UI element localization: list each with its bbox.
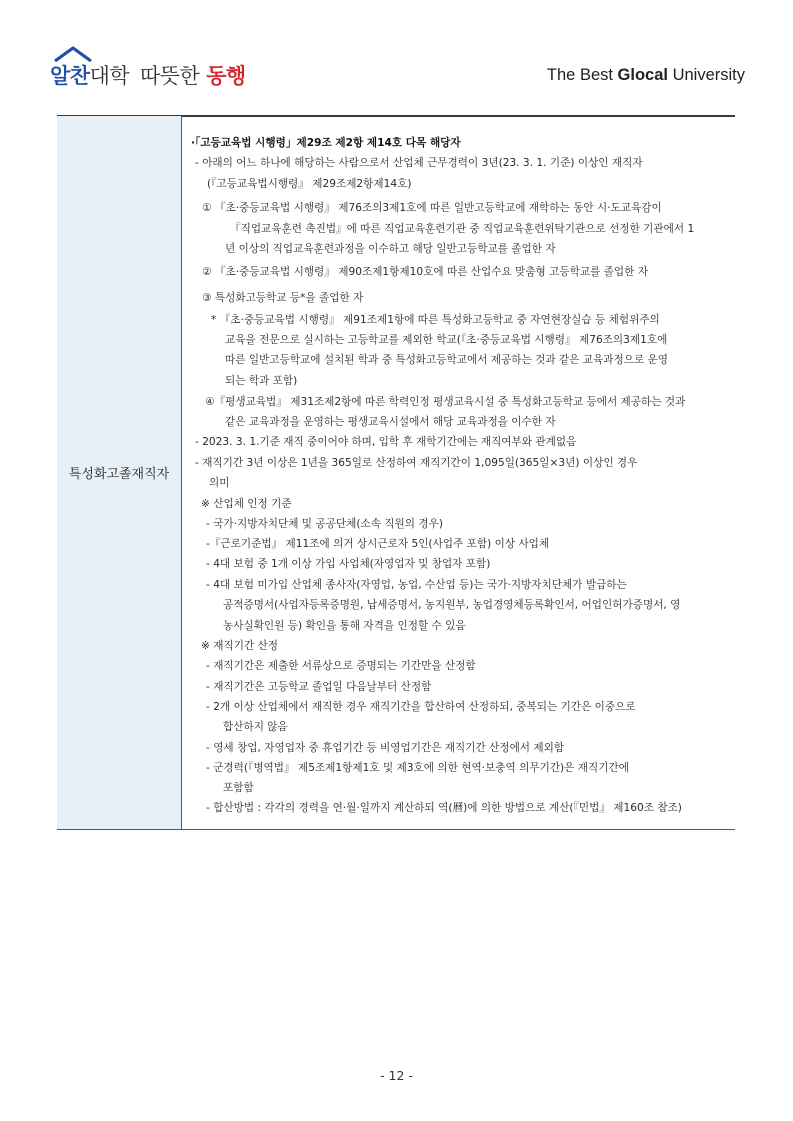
- content-line: - 국가·지방자치단체 및 공공단체(소속 직원의 경우): [206, 518, 443, 530]
- content-line: - 아래의 어느 하나에 해당하는 사람으로서 산업체 근무경력이 3년(23. 3. 1. 기준) 이상인 재직자: [195, 157, 643, 169]
- content-line: ① 『초·중등교육법 시행령』 제76조의3제1호에 따른 일반고등학교에 재학하는 동안 시·도교육감이: [202, 202, 662, 214]
- content-line: ※ 산업체 인정 기준: [201, 498, 292, 510]
- content-line: -『근로기준법』 제11조에 의거 상시근로자 5인(사업주 포함) 이상 사업체: [206, 538, 550, 550]
- content-line: - 2023. 3. 1.기준 재직 중이어야 하며, 입학 후 재학기간에는 재직여부와 관계없음: [195, 436, 577, 448]
- content-line: - 군경력(『병역법』 제5조제1항제1호 및 제3호에 의한 현역·보충역 의무기간)은 재직기간에: [206, 762, 629, 774]
- table-label-cell: [57, 116, 182, 829]
- content-line: 같은 교육과정을 운영하는 평생교육시설에서 해당 교육과정을 이수한 자: [225, 416, 556, 428]
- content-line: 합산하지 않음: [223, 721, 288, 733]
- content-line: 공적증명서(사업자등록증명원, 납세증명서, 농지원부, 농업경영체등록확인서, 어업인허가증명서, 영: [223, 599, 681, 611]
- content-line: - 4대 보험 미가입 산업체 종사자(자영업, 농업, 수산업 등)는 국가·지방자치단체가 발급하는: [206, 579, 627, 591]
- content-line: ·「고등교육법 시행령」제29조 제2항 제14호 다목 해당자: [191, 137, 461, 149]
- content-line: ※ 재직기간 산정: [201, 640, 279, 652]
- table-content-cell: [182, 116, 735, 829]
- content-line: 따른 일반고등학교에 설치된 학과 중 특성화고등학교에서 제공하는 것과 같은 교육과정으로 운영: [225, 354, 669, 366]
- logo-word-4: 동행: [206, 64, 246, 88]
- content-line: ③ 특성화고등학교 등*을 졸업한 자: [202, 292, 364, 304]
- tagline-post: University: [667, 66, 745, 84]
- content-line: - 재직기간은 제출한 서류상으로 증명되는 기간만을 산정함: [206, 660, 476, 672]
- content-line: 의미: [209, 477, 230, 489]
- content-line: (『고등교육법시행령』 제29조제2항제14호): [207, 178, 412, 190]
- page-header: [0, 0, 793, 110]
- content-line: - 재직기간은 고등학교 졸업일 다음날부터 산정함: [206, 681, 432, 693]
- logo-word-3: 따뜻한: [139, 64, 200, 88]
- content-line: 『직업교육훈련 촉진법』에 따른 직업교육훈련기관 중 직업교육훈련위탁기관으로 선정한 기관에서 1: [230, 223, 695, 235]
- university-logo: [50, 60, 246, 90]
- tagline-bold: Glocal: [617, 66, 668, 84]
- content-line: 되는 학과 포함): [225, 375, 298, 387]
- logo-word-2: 대학: [89, 64, 130, 88]
- content-line: ② 『초·중등교육법 시행령』 제90조제1항제10호에 따른 산업수요 맞춤형 고등학교를 졸업한 자: [202, 266, 648, 278]
- content-line: 교육을 전문으로 실시하는 고등학교를 제외한 학교(『초·중등교육법 시행령』 제76조의3제1호에: [225, 334, 668, 346]
- table-label: 특성화고졸재직자: [68, 467, 170, 482]
- content-line: ④『평생교육법』 제31조제2항에 따른 학력인정 평생교육시설 중 특성화고등학교 등에서 제공하는 것과: [205, 396, 686, 408]
- eligibility-table: [57, 116, 735, 830]
- logo-word-1: 알찬: [50, 64, 90, 88]
- page-number: - 12 -: [380, 1068, 413, 1083]
- content-line: * 『초·중등교육법 시행령』 제91조제1항에 따른 특성화고등학교 중 자연현장실습 등 체험위주의: [211, 314, 660, 326]
- content-line: - 합산방법 : 각각의 경력을 연·월·일까지 계산하되 역(曆)에 의한 방법으로 계산(『민법』 제160조 참조): [206, 802, 682, 814]
- university-tagline: [547, 66, 745, 85]
- content-line: 농사실확인원 등) 확인을 통해 자격을 인정할 수 있음: [223, 620, 466, 632]
- tagline-pre: The Best: [546, 66, 618, 84]
- content-line: - 2개 이상 산업체에서 재직한 경우 재직기간을 합산하여 산정하되, 중복되는 기간은 이중으로: [206, 701, 636, 713]
- content-line: - 영세 창업, 자영업자 중 휴업기간 등 비영업기간은 재직기간 산정에서 제외함: [206, 742, 565, 754]
- content-line: 년 이상의 직업교육훈련과정을 이수하고 해당 일반고등학교를 졸업한 자: [225, 243, 556, 255]
- content-line: 포함함: [223, 782, 254, 794]
- content-line: - 재직기간 3년 이상은 1년을 365일로 산정하여 재직기간이 1,095일(365일×3년) 이상인 경우: [195, 457, 638, 469]
- content-line: - 4대 보험 중 1개 이상 가입 사업체(자영업자 및 창업자 포함): [206, 558, 491, 570]
